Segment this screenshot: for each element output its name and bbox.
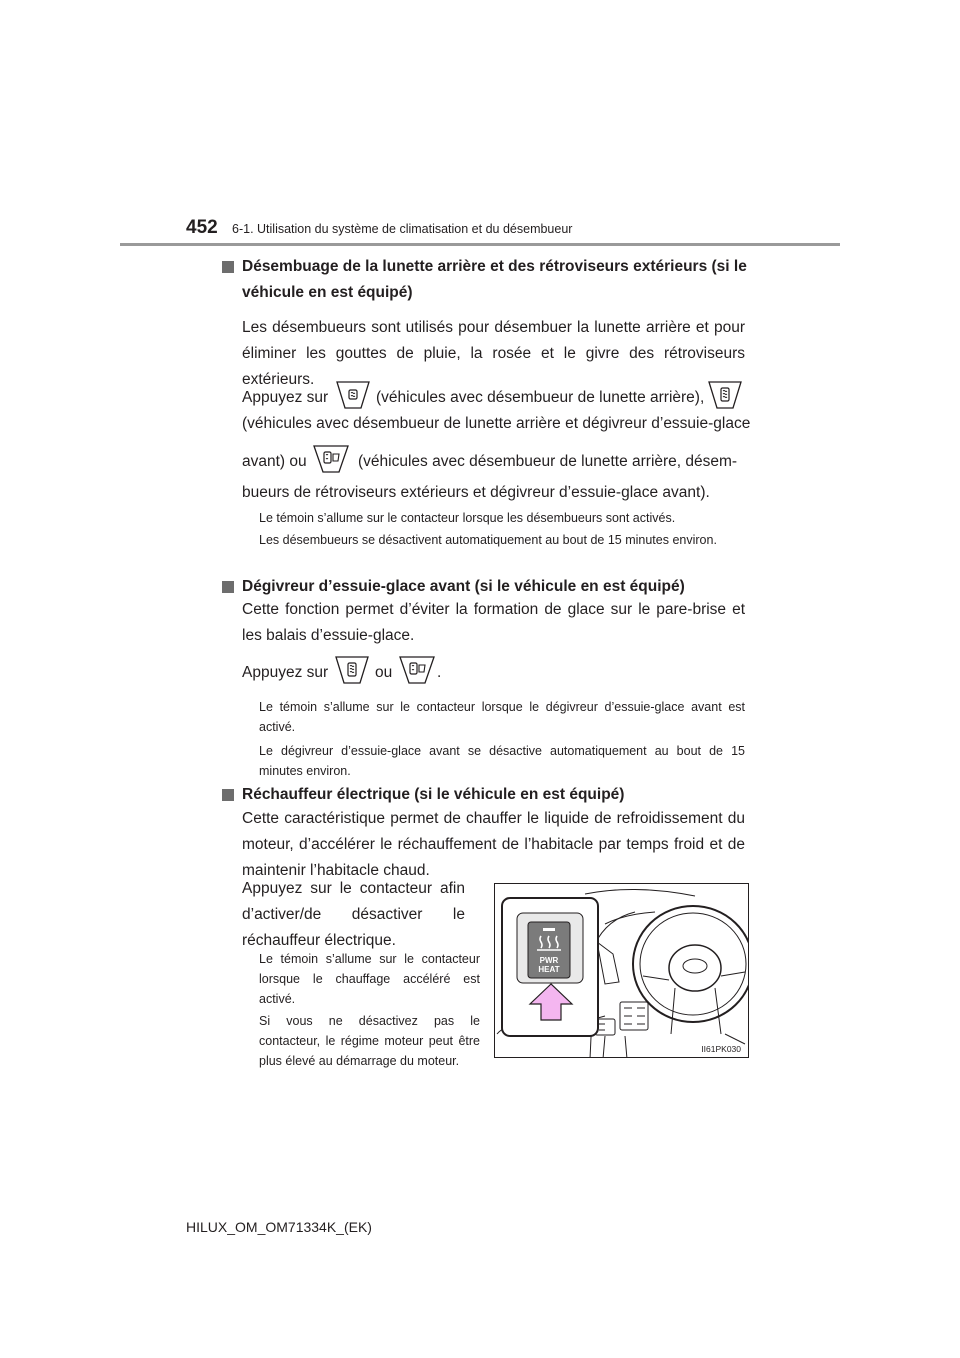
header-divider <box>120 243 840 246</box>
mirror-defogger-button-icon <box>311 442 351 476</box>
note-auto-off-defoggers: Les désembueurs se désactivent automatiquement au bout de 15 minutes environ. <box>259 533 717 547</box>
note-indicator-defoggers: Le témoin s’allume sur le contacteur lorsque les désembueurs sont activés. <box>259 511 676 525</box>
rear-defogger-button-icon <box>334 378 372 412</box>
switch-label-pwr: PWR <box>539 956 559 965</box>
page-number: 452 <box>186 217 218 238</box>
bullet-square-icon <box>222 581 234 593</box>
paragraph-wiper-deicer: Cette fonction permet d’éviter la formation de glace sur le pare-brise et les balais d’essuie-glace. <box>242 601 745 644</box>
wiper-deicer-button-icon <box>333 653 371 687</box>
paragraph-electric-heater: Cette caractéristique permet de chauffer le liquide de refroidissement du moteur, d’accélérer le réchauffement de l’habitacle par temps froid et de maintenir l’habitacle chaud. <box>242 810 745 879</box>
heading-electric-heater: Réchauffeur électrique (si le véhicule en est équipé) <box>222 782 752 808</box>
switch-label-heat: HEAT <box>538 965 560 974</box>
dashboard-illustration <box>495 884 749 1058</box>
figure-code: II61PK030 <box>701 1044 741 1054</box>
footer-model-code: HILUX_OM_OM71334K_(EK) <box>186 1219 372 1235</box>
press-heater-instruction: Appuyez sur le contacteur afin d’activer/de désactiver le réchauffeur électrique. <box>242 880 465 949</box>
bullet-square-icon <box>222 261 234 273</box>
pwr-heat-switch-illustration <box>494 883 749 1058</box>
rear-wiper-deicer-button-icon <box>706 378 744 412</box>
note-indicator-heater: Le témoin s’allume sur le contacteur lorsque le chauffage accéléré est activé. <box>259 952 480 1006</box>
bullet-square-icon <box>222 789 234 801</box>
note-auto-off-wiper: Le dégivreur d’essuie-glace avant se désactive automatiquement au bout de 15 minutes environ. <box>259 744 745 778</box>
combined-defogger-button-icon <box>397 653 437 687</box>
note-indicator-wiper: Le témoin s’allume sur le contacteur lorsque le dégivreur d’essuie-glace avant est activé. <box>259 700 745 734</box>
heading-rear-defogger: Désembuage de la lunette arrière et des rétroviseurs extérieurs (si le véhicule en est équipé) <box>222 254 752 306</box>
note-engine-speed: Si vous ne désactivez pas le contacteur, le régime moteur peut être plus élevé au démarrage du moteur. <box>259 1014 480 1068</box>
heading-wiper-deicer: Dégivreur d’essuie-glace avant (si le véhicule en est équipé) <box>222 574 752 600</box>
section-header-title: 6-1. Utilisation du système de climatisation et du désembueur <box>232 222 573 236</box>
paragraph-rear-defogger: Les désembueurs sont utilisés pour désembuer la lunette arrière et pour éliminer les gouttes de pluie, la rosée et le givre des rétroviseurs extérieurs. <box>242 319 745 388</box>
